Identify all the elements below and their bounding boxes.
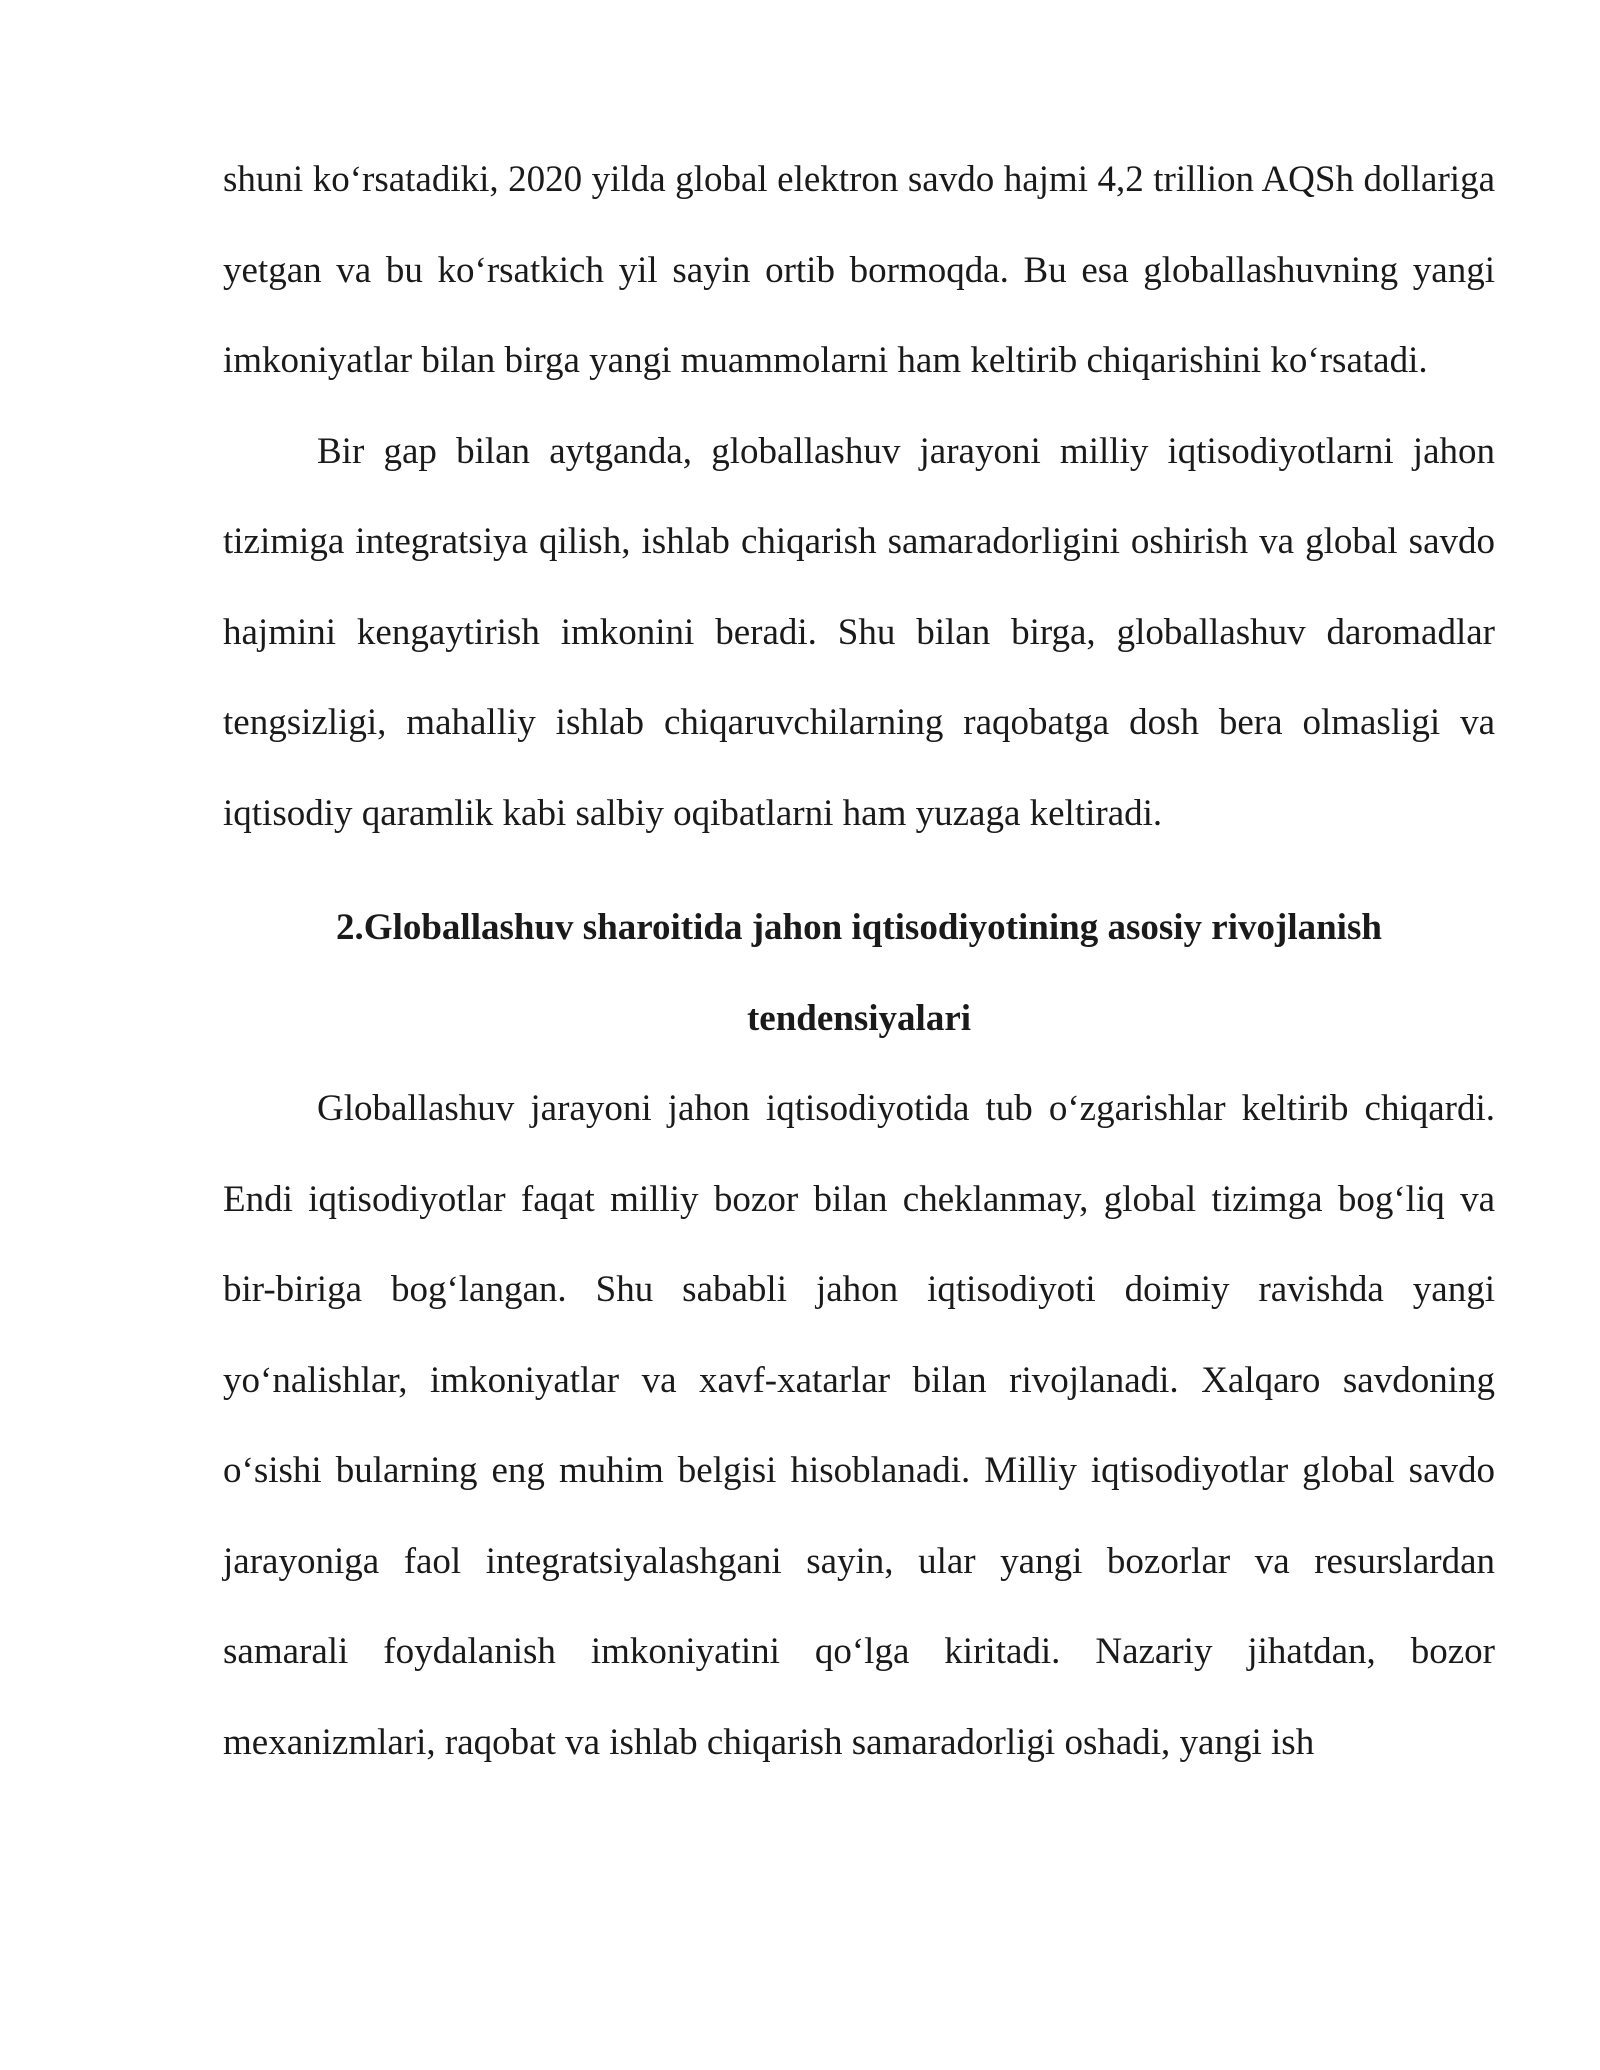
paragraph-3: Globallashuv jarayoni jahon iqtisodiyotida tub o‘zgarishlar keltirib chiqardi. Endi iqtisodiyotlar faqat milliy bozor bilan cheklanmay, global tizimga bog‘liq va bir-biriga bog‘langan. Shu sababli jahon iqtisodiyoti doimiy ravishda yangi yo‘nalishlar, imkoniyatlar va xavf-xatarlar bilan rivojlanadi. Xalqaro savdoning o‘sishi bularning eng muhim belgisi hisoblanadi. Milliy iqtisodiyotlar global savdo jarayoniga faol integratsiyalashgani sayin, ular yangi bozorlar va resurslardan samarali foydalanish imkoniyatini qo‘lga kiritadi. Nazariy jihatdan, bozor mexanizmlari, raqobat va ishlab chiqarish samaradorligi oshadi, yangi ish — [223, 1088, 1495, 1763]
document-body — [223, 135, 1495, 1788]
paragraph-2: Bir gap bilan aytganda, globallashuv jarayoni milliy iqtisodiyotlarni jahon tizimiga integratsiya qilish, ishlab chiqarish samaradorligini oshirish va global savdo hajmini kengaytirish imkonini beradi. Shu bilan birga, globallashuv daromadlar tengsizligi, mahalliy ishlab chiqaruvchilarning raqobatga dosh bera olmasligi va iqtisodiy qaramlik kabi salbiy oqibatlarni ham yuzaga keltiradi. — [223, 430, 1495, 834]
section-heading: 2.Globallashuv sharoitida jahon iqtisodiyotining asosiy rivojlanish tendensiyalari — [336, 907, 1382, 1039]
paragraph-1: shuni ko‘rsatadiki, 2020 yilda global elektron savdo hajmi 4,2 trillion AQSh dollariga yetgan va bu ko‘rsatkich yil sayin ortib bormoqda. Bu esa globallashuvning yangi imkoniyatlar bilan birga yangi muammolarni ham keltirib chiqarishini ko‘rsatadi. — [223, 159, 1495, 381]
